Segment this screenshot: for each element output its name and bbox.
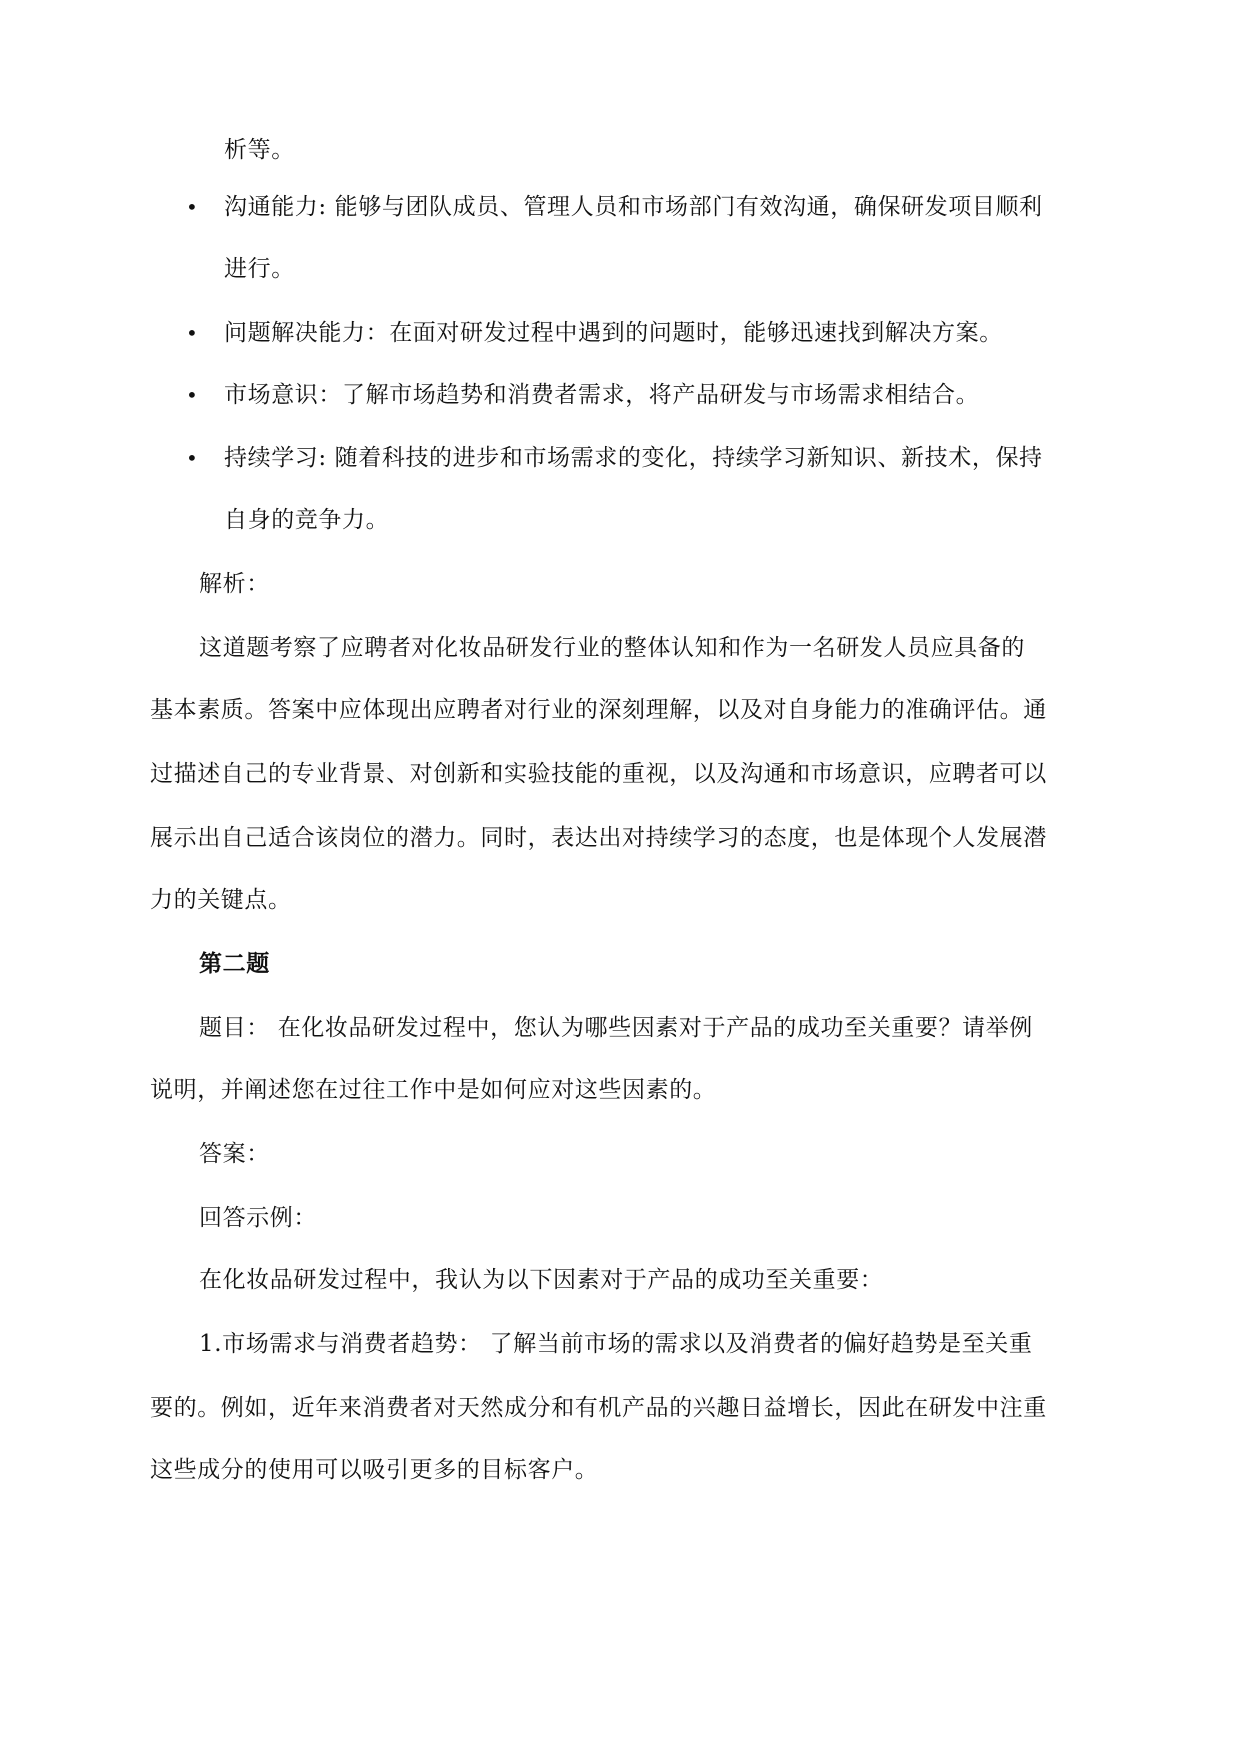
bullet-item-communication: 沟通能力: 能够与团队成员、管理人员和市场部门有效沟通，确保研发项目顺利	[224, 194, 1043, 220]
bullet-icon: •	[186, 446, 198, 470]
bullet-item-market-awareness: 市场意识：了解市场趋势和消费者需求，将产品研发与市场需求相结合。	[224, 382, 980, 408]
question-line: 题目： 在化妆品研发过程中，您认为哪些因素对于产品的成功至关重要？请举例	[199, 1015, 1033, 1041]
bullet-icon: •	[186, 321, 198, 345]
bullet-icon: •	[186, 195, 198, 219]
analysis-paragraph-line: 基本素质。答案中应体现出应聘者对行业的深刻理解，以及对自身能力的准确评估。通	[150, 697, 1047, 723]
answer-label: 答案：	[199, 1141, 270, 1167]
answer-example-label: 回答示例：	[199, 1205, 317, 1231]
bullet-item-problem-solving: 问题解决能力：在面对研发过程中遇到的问题时，能够迅速找到解决方案。	[224, 320, 1003, 346]
analysis-paragraph-line: 展示出自己适合该岗位的潜力。同时，表达出对持续学习的态度，也是体现个人发展潜	[150, 825, 1047, 851]
bullet-icon: •	[186, 383, 198, 407]
text-line-continuation: 自身的竞争力。	[224, 507, 390, 533]
analysis-paragraph-line: 过描述自己的专业背景、对创新和实验技能的重视，以及沟通和市场意识，应聘者可以	[150, 761, 1047, 787]
analysis-label: 解析：	[199, 571, 270, 597]
section-heading: 第二题	[199, 951, 270, 977]
analysis-paragraph-line: 力的关键点。	[150, 887, 292, 913]
question-line: 说明，并阐述您在过往工作中是如何应对这些因素的。	[150, 1077, 717, 1103]
analysis-paragraph-line: 这道题考察了应聘者对化妆品研发行业的整体认知和作为一名研发人员应具备的	[199, 635, 1025, 661]
text-line-continuation: 进行。	[224, 256, 295, 282]
answer-point-line: 1.市场需求与消费者趋势： 了解当前市场的需求以及消费者的偏好趋势是至关重	[199, 1331, 1033, 1357]
answer-point-line: 要的。例如，近年来消费者对天然成分和有机产品的兴趣日益增长，因此在研发中注重	[150, 1395, 1047, 1421]
answer-intro-line: 在化妆品研发过程中，我认为以下因素对于产品的成功至关重要：	[199, 1267, 884, 1293]
answer-point-line: 这些成分的使用可以吸引更多的目标客户。	[150, 1457, 599, 1483]
text-line-continuation: 析等。	[224, 137, 295, 163]
bullet-item-continuous-learning: 持续学习: 随着科技的进步和市场需求的变化，持续学习新知识、新技术，保持	[224, 445, 1043, 471]
